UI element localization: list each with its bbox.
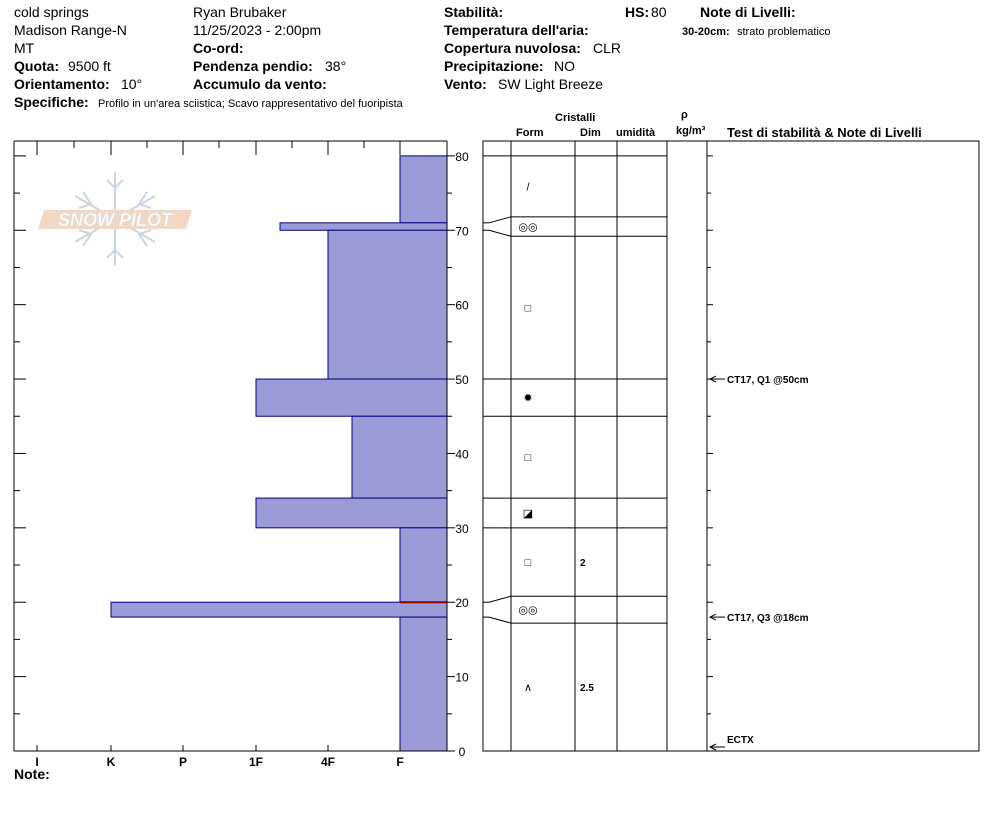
depth-connector (489, 230, 511, 236)
hs-value: 80 (651, 4, 667, 20)
depth-tick-label: 30 (455, 521, 469, 536)
grain-form-symbol: ◎◎ (518, 221, 538, 234)
rho-header: ρ (681, 109, 688, 121)
elevation-label: Quota: (14, 58, 60, 74)
grain-size-label: 2 (580, 558, 586, 570)
hardness-bar (111, 602, 447, 617)
slope-label: Pendenza pendio: (193, 58, 313, 74)
layer-note-range: 30-20cm: (682, 26, 730, 38)
hardness-bar (256, 379, 447, 416)
hardness-tick-label: F (396, 755, 404, 769)
grain-form-symbol: □ (524, 302, 532, 315)
depth-axis (447, 150, 469, 759)
precip-label: Precipitazione: (444, 58, 544, 74)
dim-header: Dim (580, 127, 601, 139)
layer-note-text: strato problematico (737, 26, 831, 38)
hardness-tick-label: 4F (320, 755, 336, 769)
grain-form-symbol: □ (524, 557, 532, 570)
hardness-bar (328, 230, 447, 379)
hardness-tick-label: K (106, 755, 116, 769)
depth-tick-label: 0 (458, 745, 466, 759)
depth-tick-label: 70 (455, 224, 469, 239)
stability-tests (710, 375, 809, 750)
moisture-header: umidità (616, 127, 656, 139)
notes-label: Note: (14, 766, 50, 782)
logo-text: SNOW PILOT (58, 210, 172, 230)
wind-label: Vento: (444, 76, 487, 92)
sky-value: CLR (593, 40, 622, 56)
aspect-label: Orientamento: (14, 76, 110, 92)
grain-form-symbol: □ (524, 452, 532, 465)
hardness-tick-label: P (178, 755, 188, 769)
slope-value: 38° (325, 58, 347, 74)
depth-connector (489, 217, 511, 223)
depth-tick-label: 10 (455, 670, 469, 685)
grain-form-symbol: / (526, 181, 530, 194)
hardness-bar (400, 617, 447, 751)
density-unit-header: kg/m³ (676, 125, 706, 137)
datetime: 11/25/2023 - 2:00pm (193, 22, 322, 38)
crystals-header: Cristalli (555, 112, 596, 124)
air-temp-label: Temperatura dell'aria: (444, 22, 589, 38)
grain-form-symbol: ✹ (523, 392, 533, 405)
hardness-bar (352, 416, 447, 498)
hardness-tick-label: 1F (248, 755, 264, 769)
hardness-bar (400, 528, 447, 602)
wind-value: SW Light Breeze (498, 76, 604, 92)
precip-value: NO (554, 58, 575, 74)
hardness-bar (280, 223, 447, 230)
state: MT (14, 40, 35, 56)
depth-tick-label: 60 (455, 298, 469, 313)
layer-notes-label: Note di Livelli: (700, 4, 796, 20)
grain-size-label: 2.5 (580, 683, 594, 695)
test-label: ECTX (727, 735, 754, 746)
specifics-value: Profilo in un'area sciistica; Scavo rappresentativo del fuoripista (98, 98, 403, 110)
aspect-value: 10° (121, 76, 143, 92)
mountain-range: Madison Range-N (14, 22, 127, 38)
specifics-label: Specifiche: (14, 94, 89, 110)
elevation-value: 9500 ft (68, 58, 111, 74)
hardness-bar (400, 156, 447, 223)
depth-tick-label: 40 (455, 447, 469, 462)
grain-form-symbol: ∧ (523, 682, 533, 695)
stability-label: Stabilità: (444, 4, 504, 20)
grain-form-symbol: ◪ (522, 507, 534, 520)
sky-label: Copertura nuvolosa: (444, 40, 581, 56)
grain-table (483, 141, 979, 751)
form-header: Form (516, 127, 544, 139)
depth-tick-label: 50 (455, 373, 469, 388)
snowpilot-logo (38, 172, 192, 266)
depth-tick-label: 20 (455, 596, 469, 611)
observer: Ryan Brubaker (193, 4, 287, 20)
depth-connector (489, 617, 511, 623)
hs-label: HS: (625, 4, 650, 20)
hardness-axis (35, 745, 403, 769)
depth-connector (489, 596, 511, 602)
location: cold springs (14, 4, 89, 20)
grain-table-border (483, 141, 979, 751)
tests-header: Test di stabilità & Note di Livelli (727, 125, 922, 140)
hardness-layers (111, 156, 447, 751)
test-label: CT17, Q1 @50cm (727, 375, 809, 387)
test-label: CT17, Q3 @18cm (727, 613, 809, 625)
coord-label: Co-ord: (193, 40, 244, 56)
hardness-tick-label: I (35, 755, 39, 769)
hardness-bar (256, 498, 447, 528)
depth-tick-label: 80 (455, 149, 469, 164)
grain-form-symbol: ◎◎ (518, 604, 538, 617)
wind-loading-label: Accumulo da vento: (193, 76, 327, 92)
